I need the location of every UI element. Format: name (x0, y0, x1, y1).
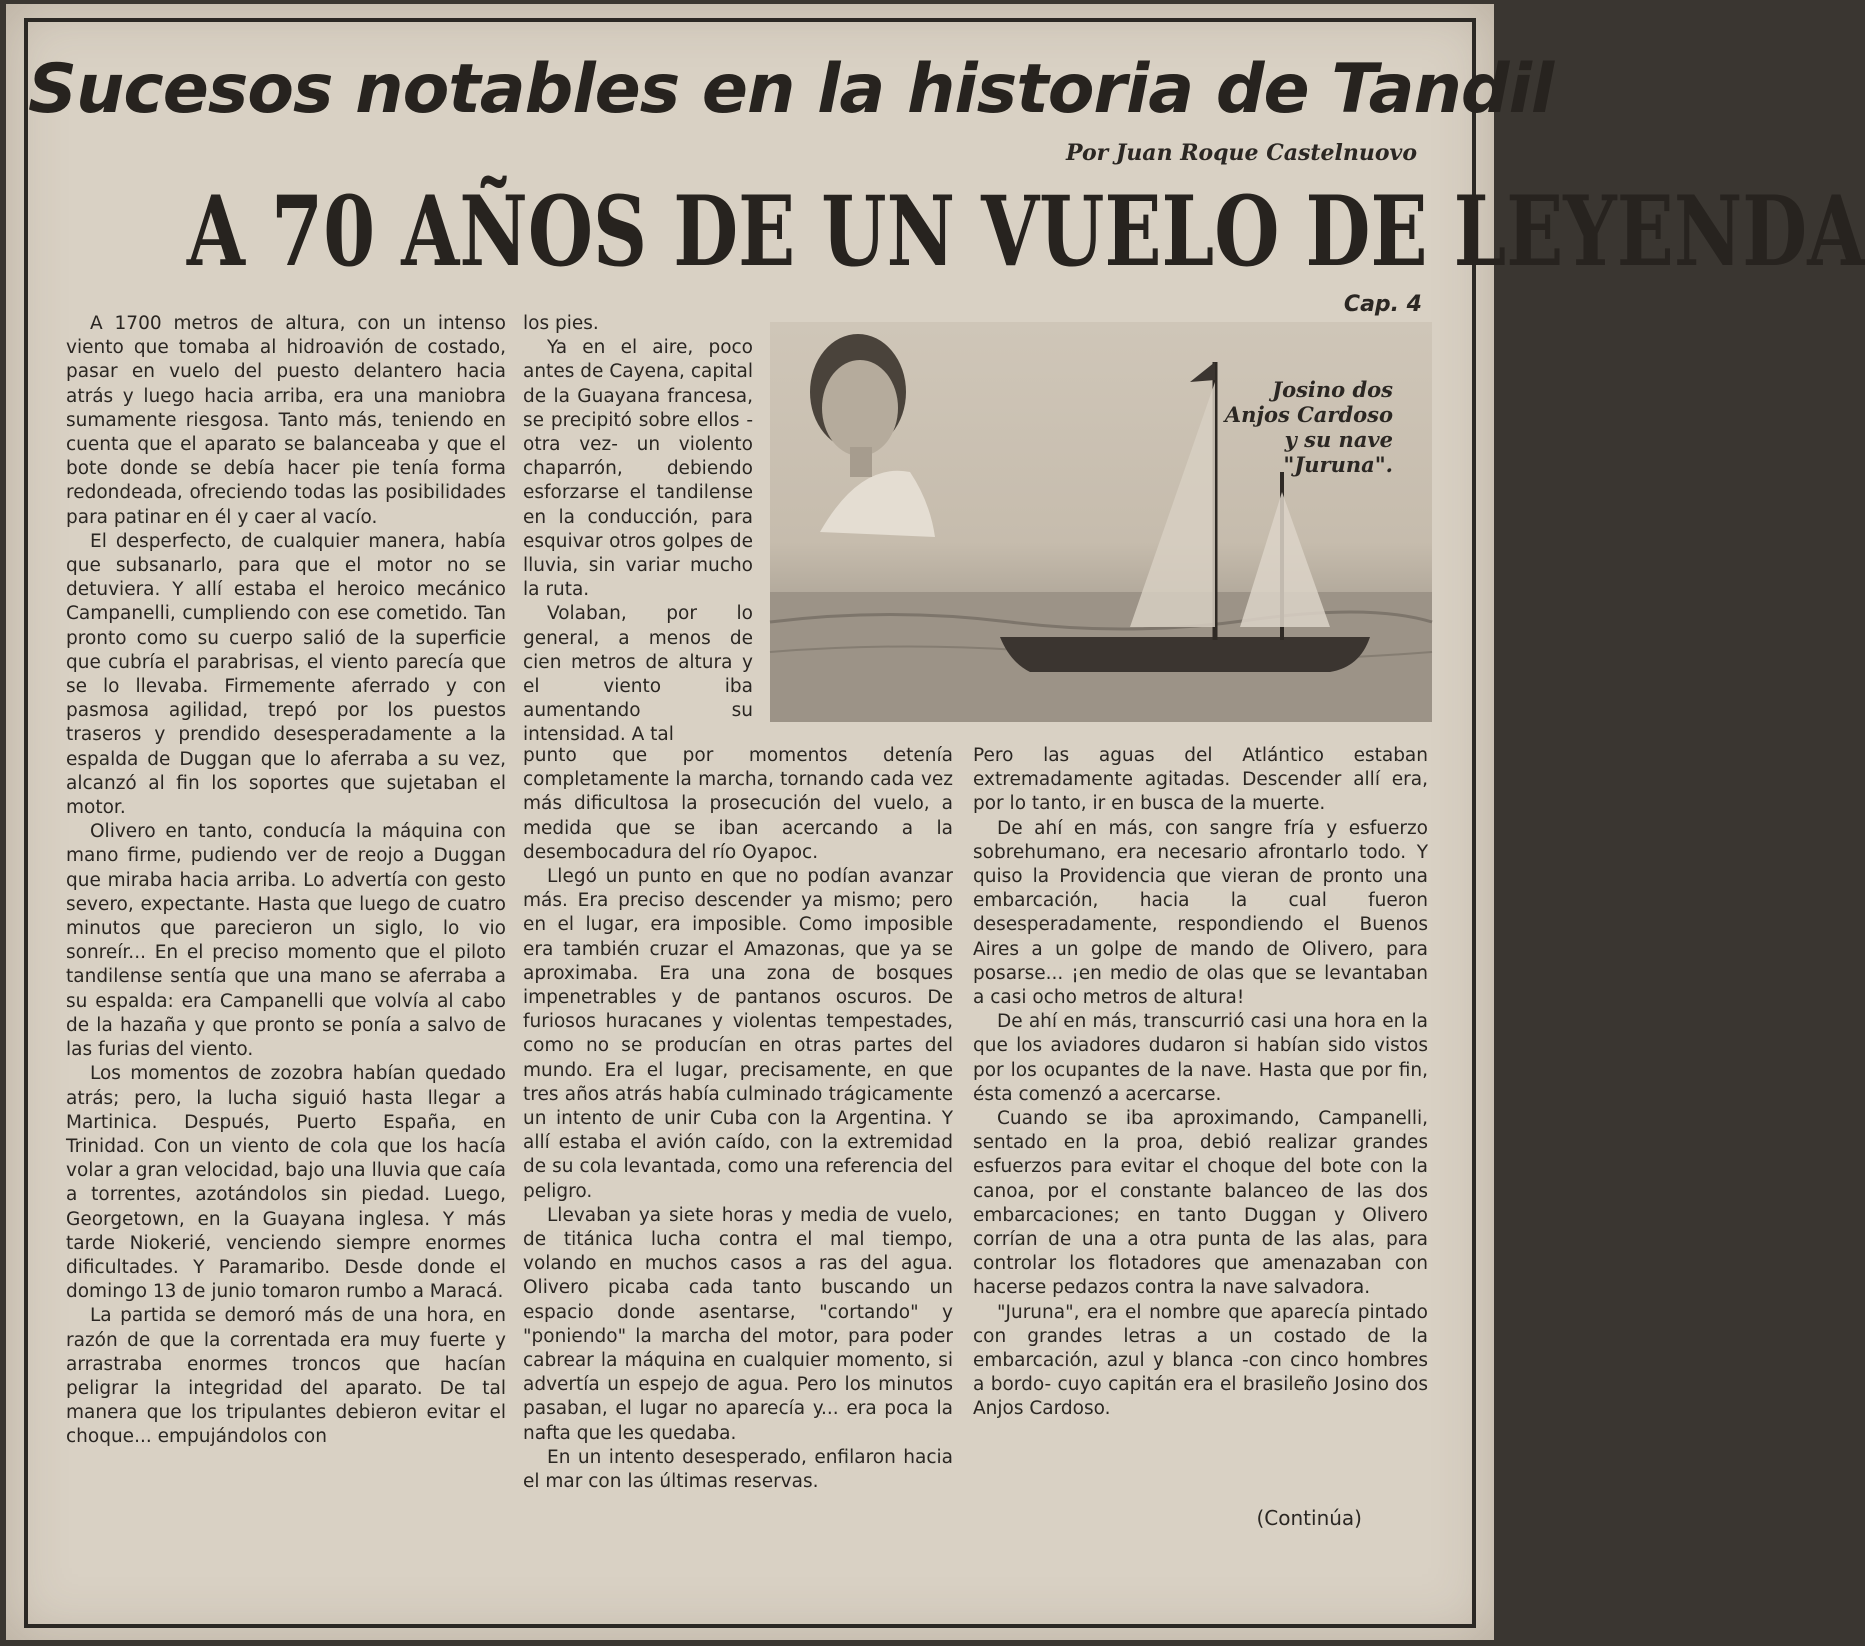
continued-label: (Continúa) (1256, 1506, 1362, 1530)
article-frame (24, 18, 1865, 1628)
paragraph: A 1700 metros de altura, con un intenso viento que tomaba al hidroavión de costado, pasar en vuelo del puesto delantero hacia atrás y luego hacia arriba, era una maniobra sumamente riesgosa. Tanto más, teniendo en cuenta que el aparato se balanceaba y que el bote donde se debía hacer pie tenía forma redondeada, ofreciendo todas las posibilidades para patinar en él y caer al vacío. (66, 313, 506, 528)
paragraph: El desperfecto, de cualquier manera, había que subsanarlo, para que el motor no se detuviera. Y allí estaba el heroico mecánico Campanelli, cumpliendo con ese cometido. Tan pronto como su cuerpo salió de la superficie que cubría el parabrisas, el viento parecía que se lo llevaba. Firmemente aferrado y con pasmosa agilidad, trepó por los puestos traseros y prendido desesperadamente a la espalda de Duggan que lo aferraba a su vez, alcanzó al fin los soportes que sujetaban el motor. (66, 530, 506, 819)
paragraph: "Juruna", era el nombre que aparecía pintado con grandes letras a un costado de la embarcación, azul y blanca -con cinco hombres a bordo- cuyo capitán era el brasileño Josino dos Anjos Cardoso. (973, 1301, 1428, 1420)
paragraph: Ya en el aire, poco antes de Cayena, capital de la Guayana francesa, se precipitó sobre ellos -otra vez- un violento chaparrón, debiendo esforzarse el tandilense en la conducción, para esquivar otros golpes de lluvia, sin variar mucho la ruta. (523, 337, 753, 601)
paragraph: De ahí en más, transcurrió casi una hora en la que los aviadores dudaron si habían sido vistos por los ocupantes de la nave. Hasta que por fin, ésta comenzó a acercarse. (973, 1011, 1428, 1105)
paragraph: Cuando se iba aproximando, Campanelli, sentado en la proa, debió realizar grandes esfuerzos para evitar el choque del bote con la canoa, por el constante balanceo de las dos embarcaciones; en tanto Duggan y Olivero corrían de una a otra punta de las alas, para controlar los flotadores que amenazaban con hacerse pedazos contra la nave salvadora. (973, 1108, 1428, 1299)
series-title: Sucesos notables en la historia de Tandil (28, 50, 1554, 129)
paragraph: Volaban, por lo general, a menos de cien metros de altura y el viento iba aumentando su intensidad. A tal (523, 603, 753, 746)
paragraph: punto que por momentos detenía completamente la marcha, tornando cada vez más dificultosa la prosecución del vuelo, a medida que se iban acercando a la desembocadura del río Oyapoc. (523, 745, 953, 863)
byline: Por Juan Roque Castelnuovo (1066, 140, 1417, 166)
column-1 (66, 312, 506, 1450)
paragraph: Llevaban ya siete horas y media de vuelo, de titánica lucha contra el mal tiempo, volando en muchos casos a ras del agua. Olivero picaba cada tanto buscando un espacio donde asentarse, "cortando" y "poniendo" la marcha del motor, para poder cabrear la máquina en cualquier momento, si advertía un espejo de agua. Pero los minutos pasaban, el lugar no aparecía y... era poca la nafta que les quedaba. (523, 1204, 953, 1444)
chapter-label: Cap. 4 (1343, 292, 1422, 317)
paragraph: En un intento desesperado, enfilaron hacia el mar con las últimas reservas. (523, 1446, 953, 1493)
paragraph: Llegó un punto en que no podían avanzar más. Era preciso descender ya mismo; pero en el lugar, era imposible. Como imposible era también cruzar el Amazonas, que ya se aproximaba. Era una zona de bosques impenetrables y de pantanos oscuros. De furiosos huracanes y violentas tempestades, como no se producían en otras partes del mundo. Era el lugar, precisamente, en que tres años atrás había culminado trágicamente un intento de unir Cuba con la Argentina. Y allí estaba el avión caído, con la extremidad de su cola levantada, como una referencia del peligro. (523, 866, 953, 1202)
paragraph: De ahí en más, con sangre fría y esfuerzo sobrehumano, era necesario afrontarlo todo. Y quiso la Providencia que vieran de pronto una embarcación, hacia la cual fueron desesperadamente, respondiendo el Buenos Aires a un golpe de mando de Olivero, para posarse... ¡en medio de olas que se levantaban a casi ocho metros de altura! (973, 817, 1428, 1009)
paragraph: Pero las aguas del Atlántico estaban extremadamente agitadas. Descender allí era, por lo tanto, ir en busca de la muerte. (973, 745, 1428, 815)
paragraph: La partida se demoró más de una hora, en razón de que la correntada era muy fuerte y arrastraba enormes troncos que hacían peligrar la integridad del aparato. De tal manera que los tripulantes debieron evitar el choque... empujándolos con (66, 1305, 506, 1448)
paragraph: Olivero en tanto, conducía la máquina con mano firme, pudiendo ver de reojo a Duggan que miraba hacia arriba. Lo advertía con gesto severo, expectante. Hasta que luego de cuatro minutos que parecieron un siglo, lo vio sonreír... En el preciso momento que el piloto tandilense sentía que una mano se aferraba a su espalda: era Campanelli que volvía al cabo de la hazaña y que pronto se ponía a salvo de las furias del viento. (66, 821, 506, 1061)
headline: A 70 AÑOS DE UN VUELO DE LEYENDA (186, 175, 1865, 288)
photo-caption: Josino dos Anjos Cardoso y su nave "Juruna". (1224, 377, 1393, 477)
paragraph: los pies. (523, 313, 599, 334)
column-3 (973, 744, 1428, 1422)
column-2-bottom (523, 744, 953, 1494)
paragraph: Los momentos de zozobra habían quedado atrás; pero, la lucha siguió hasta llegar a Martinica. Después, Puerto España, en Trinidad. Con un viento de cola que los hacía volar a gran velocidad, bajo una lluvia que caía a torrentes, azotándolos sin piedad. Luego, Georgetown, en la Guayana inglesa. Y más tarde Niokerié, venciendo siempre enormes dificultades. Y Paramaribo. Desde donde el domingo 13 de junio tomaron rumbo a Maracá. (66, 1063, 506, 1303)
column-2-top (523, 312, 753, 748)
newspaper-page (6, 4, 1865, 1640)
